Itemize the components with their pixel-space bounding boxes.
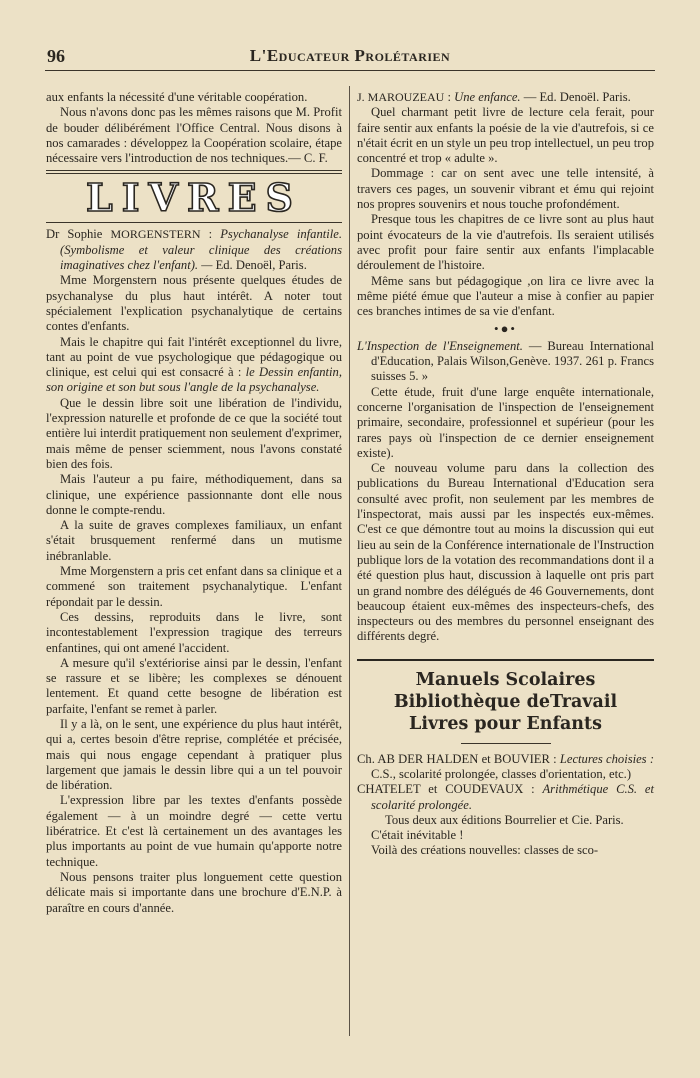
- column-divider: [349, 86, 350, 1036]
- author-conjunction: et: [481, 751, 491, 766]
- book-author: Ch. AB DER HALDEN: [357, 751, 479, 766]
- review-paragraph: A mesure qu'il s'extériorise ainsi par le dessin, l'enfant se rassure et se libère; les complexes se dénouent lentement. Et quand cette besogne de libération est parfaite, l'enfant se remet à parler.: [46, 655, 342, 716]
- ad-heading-line: Bibliothèque deTravail: [393, 691, 618, 712]
- intro-paragraph: aux enfants la nécessité d'une véritable coopération.: [46, 90, 308, 104]
- book-details: C.S., scolarité prolongée, classes d'orientation, etc.): [371, 766, 632, 781]
- book-entry: J. MAROUZEAU : Une enfance. — Ed. Denoël. Paris.: [357, 90, 631, 104]
- journal-title: L'Educateur Prolétarien: [249, 46, 451, 65]
- review-paragraph: C'était inévitable !: [371, 828, 464, 843]
- ad-rule: [461, 743, 551, 744]
- book-author: MORGENSTERN: [110, 227, 201, 242]
- left-column: [46, 90, 342, 916]
- book-entry: [357, 339, 654, 385]
- ad-heading-line: Livres pour Enfants: [409, 713, 602, 734]
- ad-heading-line: Manuels Scolaires: [415, 669, 596, 690]
- book-publisher: — Ed. Denoël. Paris.: [523, 90, 631, 104]
- review-paragraph: A la suite de graves complexes familiaux, un enfant s'était brusquement renfermé dans un mutisme inébranlable.: [46, 518, 342, 563]
- section-title: LIVRES: [86, 175, 302, 221]
- book-title: L'Inspection de l'Enseignement.: [357, 338, 523, 353]
- book-details: Tous deux aux éditions Bourrelier et Cie. Paris.: [385, 812, 624, 827]
- book-title: Lectures choisies :: [559, 751, 655, 766]
- review-paragraph: L'expression libre par les textes d'enfants possède également — à un moindre degré — cette vertu libératrice. Et c'est là certainement un des avantages les plus importants au point de vue humain qu'apporte notre technique.: [46, 793, 342, 869]
- book-title: Psychanalyse infantile. (Symbolisme et valeur clinique des créations imaginatives chez l'enfant). —: [60, 227, 343, 273]
- review-paragraph: Presque tous les chapitres de ce livre sont au plus haut point évocateurs de la vie d'autrefois. Ils seraient utilisés avec profit pour faire sentir aux enfants l'implacable déroulement de l'histoire.: [357, 212, 654, 273]
- review-paragraph: Mme Morgenstern nous présente quelques études de psychanalyse du plus haut intérêt. A noter tout spécialement l'explication psychanalytique de certains contes d'enfants.: [46, 273, 342, 334]
- book-author: COUDEVAUX :: [445, 782, 535, 797]
- advertisement-box: [357, 659, 654, 744]
- section-rule: [46, 173, 342, 174]
- review-text: Mais le chapitre qui fait l'intérêt exceptionnel du livre, tant au point de vue psychologique que pédagogique ou clinique, est celui qui est consacré à :: [46, 334, 342, 380]
- review-paragraph: Quel charmant petit livre de lecture cela ferait, pour faire sentir aux enfants la poésie de la vie d'autrefois, si ce n'était écrit en un style un peu trop intellectuel, un peu trop concentré et trop « adulte ».: [357, 105, 654, 166]
- book-title: Arithmétique C.S. et scolarité prolongée.: [371, 782, 654, 812]
- book-author: J. MAROUZEAU: [357, 90, 445, 104]
- section-rule: [46, 222, 342, 223]
- review-paragraph: Que le dessin libre soit une libération de l'individu, l'expression naturelle et profonde de ce que la société tout entière lui interdit pratiquement non seulement d'exprimer, mais même de penser sciemment, nous l'avons constaté bien des fois.: [46, 395, 342, 471]
- book-publisher: Ed. Denoël, Paris.: [215, 258, 307, 273]
- author-conjunction: et: [428, 782, 438, 797]
- review-paragraph: Ces dessins, reproduits dans le livre, sont incontestablement l'expression tragique des terreurs enfantines, qui ont amené l'accident.: [46, 609, 342, 655]
- review-paragraph: Mme Morgenstern a pris cet enfant dans sa clinique et a commené son traitement psychanalytique. L'enfant répondait par le dessin.: [46, 564, 342, 609]
- review-paragraph: Voilà des créations nouvelles: classes de sco-: [371, 843, 599, 858]
- author-prefix: Dr Sophie: [46, 227, 103, 242]
- ornament-divider: •●•: [494, 321, 517, 337]
- intro-paragraph: Nous n'avons donc pas les mêmes raisons que M. Profit de bouder délibérément l'Office Central. Nous disons à nos camarades : développez la Coopération scolaire, étape nécessaire vers l'introduction de nos techniques.— C. F.: [46, 105, 342, 166]
- page-number: 96: [47, 46, 65, 66]
- book-author: BOUVIER :: [493, 751, 557, 766]
- book-details: — Bureau International d'Education, Palais Wilson,Genève. 1937. 261 p. Francs suisses 5. »: [371, 338, 654, 384]
- review-paragraph: Même sans but pédagogique ,on lira ce livre avec la même piété émue que l'auteur a mise à confier au papier ces branches intimes de sa vie d'enfant.: [357, 273, 654, 319]
- review-paragraph: Nous pensons traiter plus longuement cette question délicate mais si importante dans une brochure d'E.N.P. à paraître en cours d'année.: [46, 869, 342, 915]
- review-paragraph: Il y a là, on le sent, une expérience du plus haut intérêt, qui a, certes besoin d'être reprise, complétée et précisée, mais qui nous engage cependant à pratiquer plus largement que jamais le dessin libre qui a un tel pouvoir de libération.: [46, 716, 342, 793]
- section-rule: [46, 170, 342, 171]
- right-column: [357, 90, 654, 859]
- review-paragraph: Mais l'auteur a pu faire, méthodiquement, dans sa clinique, une expérience passionnante dont elle nous donne le compte-rendu.: [46, 472, 342, 517]
- review-paragraph: [46, 335, 342, 396]
- page-header: [45, 42, 655, 71]
- review-paragraph: Cette étude, fruit d'une large enquête internationale, concerne l'organisation de l'inspection de l'enseignement primaire, secondaire, professionnel et supérieur (pour les rares pays où l'inspection de ce dernier enseignement existe).: [357, 384, 654, 460]
- book-title: Une enfance.: [454, 90, 521, 104]
- book-entry: [357, 782, 654, 813]
- book-entry: [357, 752, 654, 783]
- review-paragraph: Ce nouveau volume paru dans la collection des publications du Bureau International d'Education sera consulté avec profit, non seulement par les membres de l'inspectorat, mais aussi par les inspectés eux-mêmes. C'est ce que démontre tout au moins la discussion qui eut lieu au sein de la Conférence internationale de l'Instruction publique lors de la votation des recommandations dont il a été question plus haut, discussion à laquelle ont pris part un grand nombre des délégués de 46 Gouvernements, dont beaucoup étaient eux-mêmes des inspecteurs-chefs, des inspecteurs ou des membres du personnel enseignant des différents degré.: [357, 461, 654, 644]
- review-paragraph: Dommage : car on sent avec une telle intensité, à travers ces pages, un souvenir vibrant et ému qui rejoint nos propres souvenirs et nous touche profondément.: [357, 166, 654, 212]
- review-emphasis: le Dessin enfantin, son origine et son but sous l'angle de la psychanalyse.: [46, 365, 342, 395]
- book-author: CHATELET: [357, 782, 421, 797]
- book-entry: Dr Sophie MORGENSTERN : Psychanalyse infantile. (Symbolisme et valeur clinique des créations imaginatives chez l'enfant). — Ed. Denoël, Paris.: [46, 227, 343, 273]
